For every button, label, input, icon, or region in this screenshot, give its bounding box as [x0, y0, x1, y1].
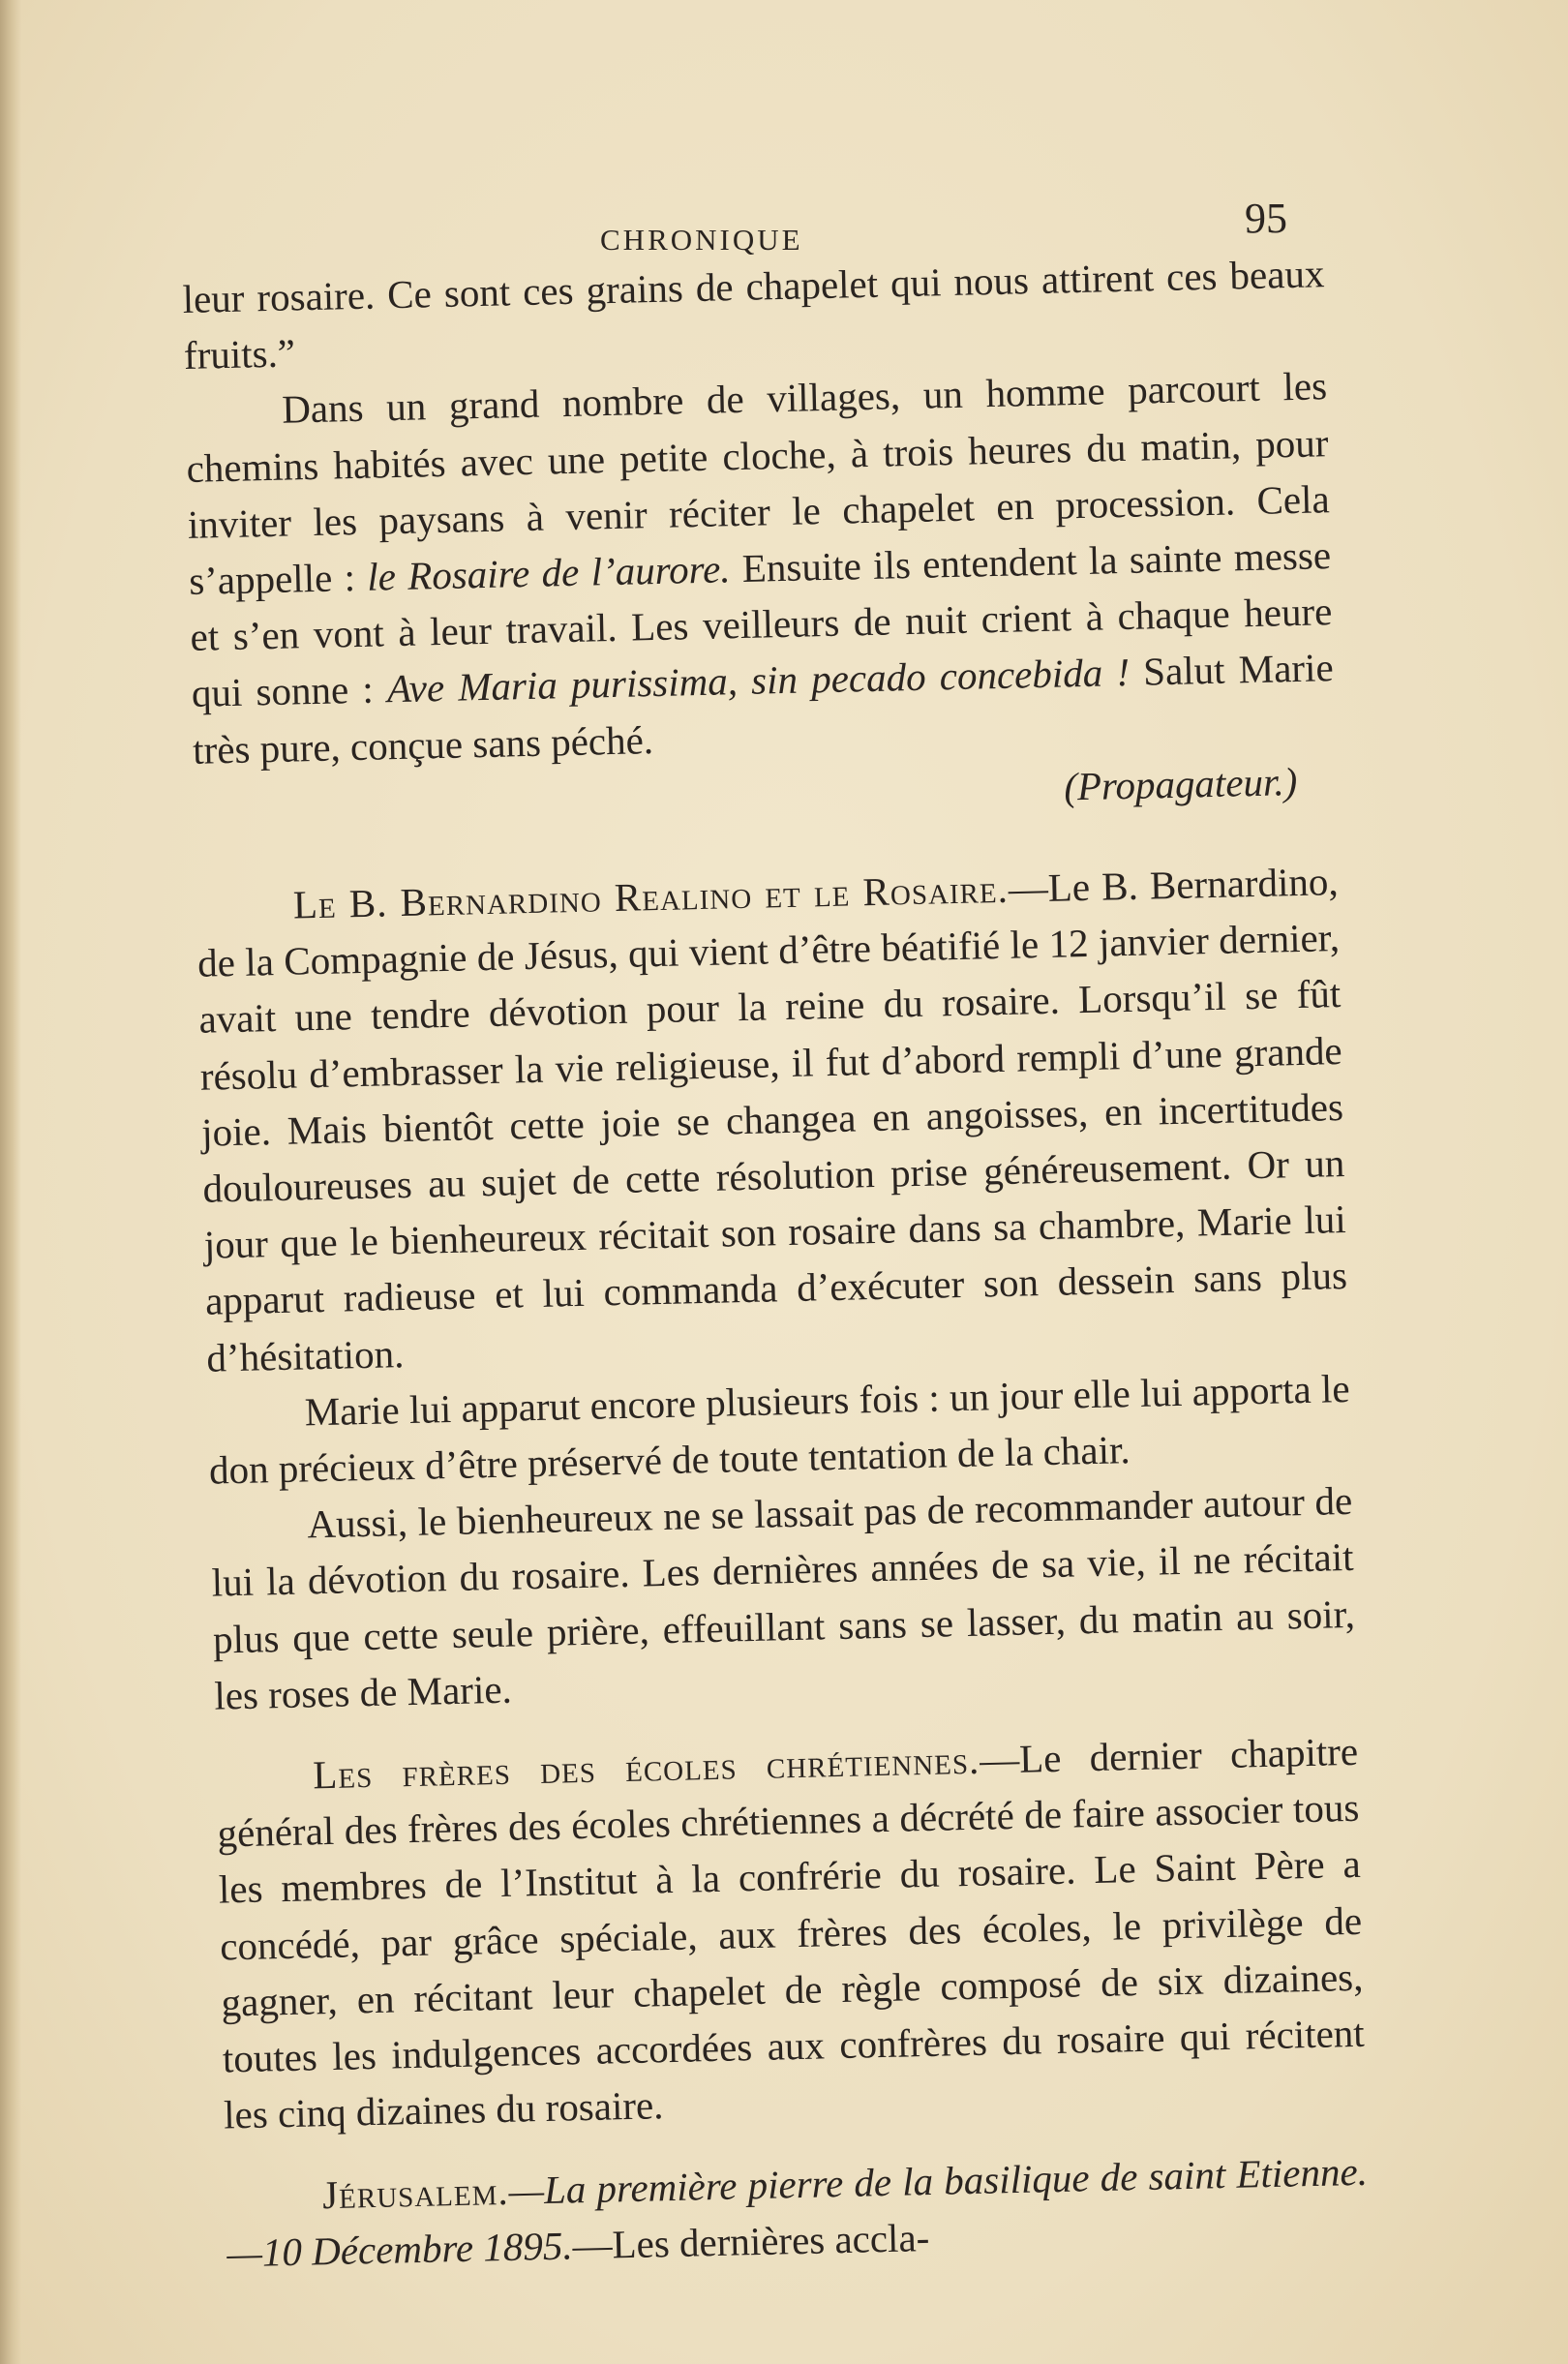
section-heading: Jérusalem. [321, 2167, 510, 2217]
section-heading: Le B. Bernardino Realino et le Rosaire. [292, 865, 1010, 927]
paragraph-villages [185, 358, 1336, 778]
paragraph-text: —Les dernières accla- [571, 2214, 930, 2268]
italic-phrase: —La première pierre de la basilique de saint Etienne.—10 Décembre 1895. [226, 2148, 1369, 2276]
section-freres [216, 1723, 1367, 2143]
page-body [182, 245, 1370, 2281]
paragraph-text: Dans un grand nombre de villages, un homme parcourt les chemins habités avec une petite cloche, à trois heures du matin, pour inviter les paysans à venir réciter le chapelet en procession. Cela s’appelle : [186, 363, 1331, 603]
paragraph-continuation: leur rosaire. Ce sont ces grains de chapelet qui nous attirent ces beaux fruits.” [182, 251, 1325, 379]
paragraph-text: Ensuite ils entendent la sainte messe et s’en vont à leur travail. Les veilleurs de nuit crient à chaque heure qui sonne : [190, 532, 1333, 716]
running-head: CHRONIQUE [600, 223, 803, 257]
paragraph-devotion: Aussi, le bienheureux ne se lassait pas de recommander autour de lui la dévotion du rosaire. Les dernières années de sa vie, il ne récitait plus que cette seule prière, effeuillant sans se lasser, du matin au soir, les roses de Marie. [211, 1478, 1356, 1718]
italic-phrase: le Rosaire de l’aurore. [366, 546, 731, 599]
italic-phrase: Ave Maria purissima, sin pecado concebida ! [386, 650, 1131, 712]
page-number: 95 [1245, 195, 1287, 242]
paragraph-text: —Le B. Bernardino, de la Compagnie de Jésus, qui vient d’être béatifié le 12 janvier dernier, avait une tendre dévotion pour la reine du rosaire. Lorsqu’il se fût résolu d’embrasser la vie religieuse, il fut d’abord rempli d’une grande joie. Mais bientôt cette joie se changea en angoisses, en incertitudes douloureuses au sujet de cette résolution prise généreusement. Or un jour que le bienheureux récitait son rosaire dans sa chambre, Marie lui apparut radieuse et lui commanda d’exécuter son dessein sans plus d’hésitation. [196, 859, 1348, 1380]
source-citation: (Propagateur.) [1063, 758, 1298, 809]
paragraph-text: Salut Marie très pure, conçue sans péché. [192, 645, 1335, 773]
paragraph-text: —Le dernier chapitre général des frères des écoles chrétiennes a décrété de faire associer tous les membres de l’Institut à la confrérie du rosaire. Le Saint Père a concédé, par grâce spéciale, aux frères des écoles, le privilège de gagner, en récitant leur chapelet de règle composé de six dizaines, toutes les indulgences accordées aux confrères du rosaire qui récitent les cinq dizaines du rosaire. [217, 1728, 1366, 2137]
paragraph-apparition: Marie lui apparut encore plusieurs fois : un jour elle lui apporta le don précieux d’être préservé de toute tentation de la chair. [208, 1365, 1351, 1493]
section-bernardino [196, 853, 1349, 1385]
section-heading: Les frères des écoles chrétiennes. [312, 1737, 980, 1798]
page-binding-shadow [0, 0, 21, 2364]
